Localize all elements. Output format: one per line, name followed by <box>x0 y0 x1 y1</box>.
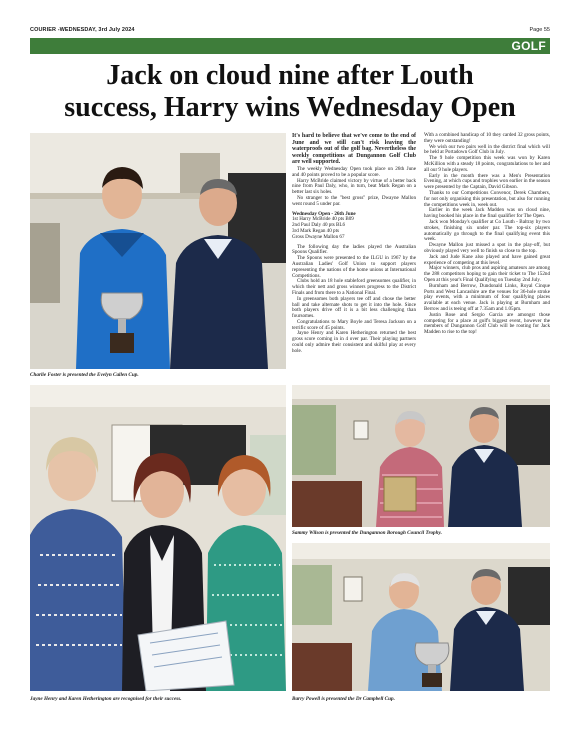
photo-2-illustration <box>30 385 286 691</box>
col2-paragraph: Jack won Monday's qualifier at Co Louth - Baltray by two strokes, finishing six under par. The top-six players automatically go through to the final qualifying event this week. <box>424 218 550 243</box>
results-line: 2nd Paul Daly 40 pts BL6 <box>292 222 346 229</box>
col1-paragraph: Clubs hold an 18 hole stableford greensomes qualifier, in which their nett and gross winners progress to the District Finals and from there to a National Final. <box>292 278 416 296</box>
results-line: Gross Dwayne Mallon 67 <box>292 233 345 240</box>
col1-paragraph: Jayne Henry and Karen Hetherington returned the best gross score coming in in 4 over par. Their playing partners could only admire their consistent and skilful play at every hole. <box>292 330 416 354</box>
photo-jayne-karen <box>30 385 286 691</box>
photo-1-illustration <box>30 133 286 369</box>
col1-paragraph: The following day the ladies played the Australian Spoons Qualifier. <box>292 243 416 256</box>
col2-paragraph: Major winners, club pros and aspiring amateurs are among the 288 competitors hoping to gain their ticket to The 152nd Open at this year's Final Qualifying on Tuesday 2nd July. <box>424 265 550 283</box>
col2-paragraph: Justin Rose and Sergio Garcia are amongst those competing for a place at golf's biggest event, however the members of Dungannon Golf Club will be rooting for Jack Madden to rise to the top! <box>424 311 550 336</box>
page-number: Page 55 <box>529 27 550 33</box>
photo-sammy-wilson <box>292 385 550 527</box>
results-heading: Wednesday Open - 26th June <box>292 210 356 217</box>
photo-barry-powell <box>292 543 550 691</box>
col1-paragraph: The weekly Wednesday Open took place on 26th June and 40 points proved to be a popular score. <box>292 165 416 178</box>
col2-paragraph: Earlier in the week Jack Madden was on cloud nine, having booked his place in the final qualifier for The Open. <box>424 207 550 220</box>
caption-photo-4: Barry Powell is presented the Dr Campbell Cup. <box>292 696 395 702</box>
article-column-2 <box>424 133 550 336</box>
page-folio <box>30 27 550 37</box>
col2-paragraph: We wish our two pairs well in the district final which will be held at Portadown Golf Club in July. <box>424 143 550 156</box>
section-banner <box>30 38 550 54</box>
caption-photo-1: Charlie Foster is presented the Evelyn Callen Cup. <box>30 372 139 378</box>
article-lead: It's hard to believe that we've come to the end of June and we still can't risk leaving the waterproofs out of the golf bag. Nevertheless the weekly competitions at Dungannon Golf Club are well supported. <box>292 133 416 166</box>
col2-paragraph: Dwayne Mallon just missed a spot in the play-off, but obviously played very well to finish so close to the top. <box>424 242 550 254</box>
col2-paragraph: Early in the month there was a Men's Presentation Evening, at which cups and trophies won earlier in the season were presented by the Captain, David Gibson. <box>424 172 550 191</box>
results-block <box>292 212 416 241</box>
col2-paragraph: With a combined handicap of 10 they carded 32 gross points, they were outstanding! <box>424 132 550 144</box>
article-headline <box>30 60 550 124</box>
article-column-1 <box>292 133 416 355</box>
results-line: 1st Harry McBride 40 pts B09 <box>292 216 354 223</box>
col2-paragraph: Burnham and Berrow, Dundonald Links, Royal Cinque Ports and West Lancashire are the venues for 36-hole stroke play events, with a minimum of four qualifying places available at each venue. Jack is playing at Burnham and Berrow and is teeing off at 7.35am and 1.05pm. <box>424 282 550 312</box>
col1-paragraph: In greensomes both players tee off and chose the better ball and take alternate shots to get it into the hole. Since both players drive off it is a bit less challenging than foursomes. <box>292 295 416 320</box>
photo-4-illustration <box>292 543 550 691</box>
headline-line-1: Jack on cloud nine after Louth <box>106 60 474 91</box>
section-label: GOLF <box>511 39 546 53</box>
col2-paragraph: The 9 hole competition this week was won by Karen McKillion with a steady 18 points, congratulations to her and all our 9 hole players. <box>424 155 550 173</box>
col1-paragraph: Harry McBride claimed victory by virtue of a better back nine from Paul Daly, who, in turn, beat Mark Regan on a better last six holes. <box>292 177 416 196</box>
results-line: 3rd Mark Regan 40 pts <box>292 227 339 234</box>
col1-paragraph: No stranger to the "best gross" prize, Dwayne Mallon went round 5 under par. <box>292 194 416 207</box>
col1-paragraph: The Spoons were presented to the ILGU in 1967 by the Australian Ladies' Golf Union to support players representing the nations of the home unions at International Competitions. <box>292 255 416 279</box>
caption-photo-2: Jayne Henry and Karen Hetherington are recognised for their success. <box>30 696 182 702</box>
photo-3-illustration <box>292 385 550 527</box>
publication-date: COURIER -WEDNESDAY, 3rd July 2024 <box>30 27 135 33</box>
col2-paragraph: Jack and Jude Kane also played and have gained great experience of competing at this level. <box>424 253 550 266</box>
headline-line-2: success, Harry wins Wednesday Open <box>64 92 516 123</box>
caption-photo-3: Sammy Wilson is presented the Dungannon Borough Council Trophy. <box>292 530 442 536</box>
photo-evelyn-callen-cup <box>30 133 286 369</box>
col2-paragraph: Thanks to our Competitions Convenor, Derek Chambers, for not only organising this presentation, but also for running the competitions week in, week out. <box>424 189 550 208</box>
col1-paragraph: Congratulations to Mary Boyle and Teresa Jackson on a terrific score of 45 points. <box>292 318 416 331</box>
